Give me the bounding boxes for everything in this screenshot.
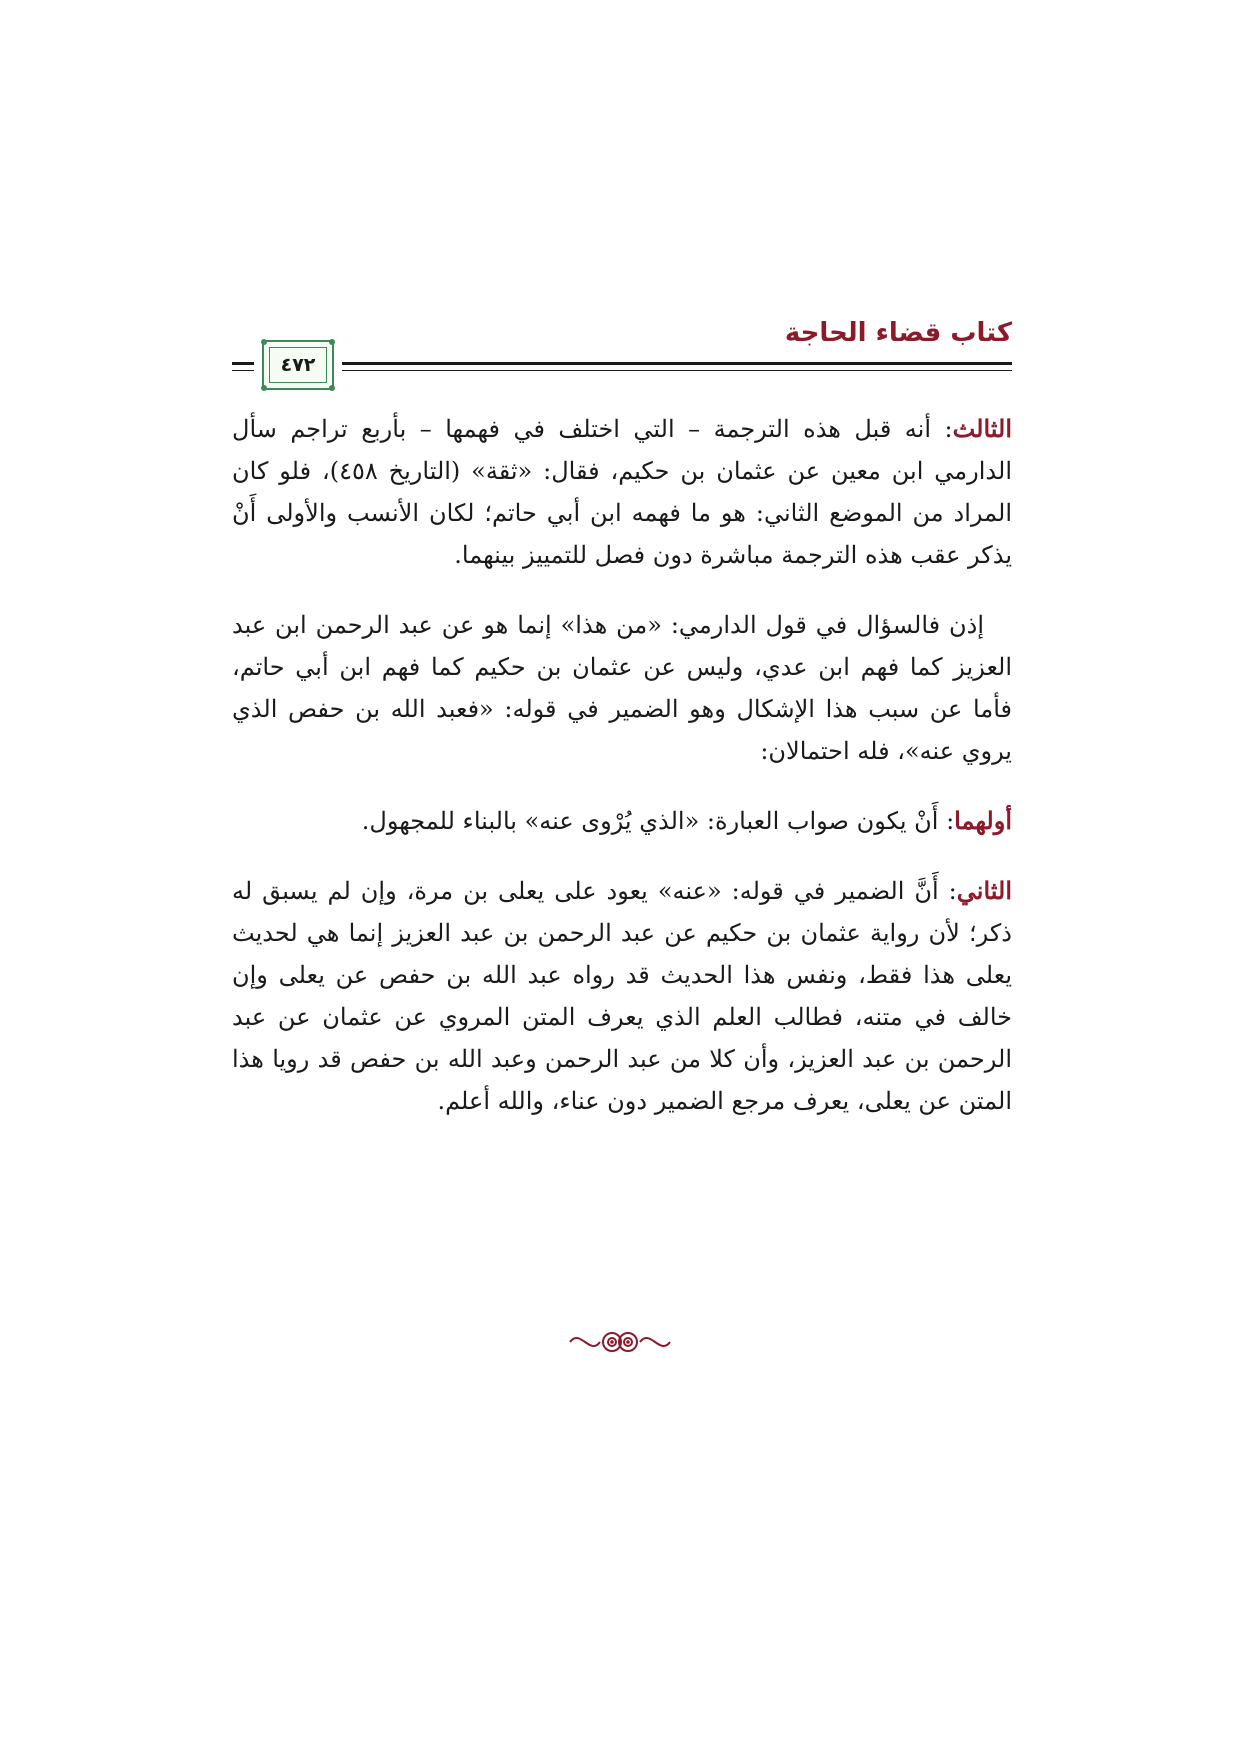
floral-ornament-icon: [560, 1322, 680, 1362]
ornate-frame-icon: [262, 340, 334, 390]
paragraph-label: الثالث: [952, 414, 1012, 443]
paragraph-second-possibility: [232, 870, 1012, 1122]
paragraph-text: : أنه قبل هذه الترجمة – التي اختلف في فهمها – بأربع تراجم سأل الدارمي ابن معين عن عثمان بن حكيم، فقال: «ثقة» (التاريخ ٤٥٨)، فلو كان المراد من الموضع الثاني: هو ما فهمه ابن أبي حاتم؛ لكان الأنسب والأولى أَنْ يذكر عقب هذه الترجمة مباشرة دون فصل للتمييز بينهما.: [232, 415, 1012, 569]
paragraph-conclusion: [232, 604, 1012, 772]
book-title: كتاب قضاء الحاجة: [784, 318, 1012, 348]
header-rule-thick: [342, 362, 1012, 365]
paragraph-label: أولهما: [954, 806, 1012, 835]
page-number: ٤٧٢: [280, 354, 316, 376]
paragraph-text: إذن فالسؤال في قول الدارمي: «من هذا» إنما هو عن عبد الرحمن ابن عبد العزيز كما فهم ابن عدي، وليس عن عثمان بن حكيم كما فهم ابن أبي حاتم، فأما عن سبب هذا الإشكال وهو الضمير في قوله: «فعبد الله بن حفص الذي يروي عنه»، فله احتمالان:: [232, 611, 1013, 765]
paragraph-label: الثاني: [956, 876, 1012, 905]
header-rule-thin: [342, 370, 1012, 371]
header-rule-left-thin: [232, 370, 254, 371]
paragraph-first-possibility: [232, 800, 1012, 842]
paragraph-third-point: [232, 408, 1012, 576]
page-body: [232, 408, 1012, 1150]
paragraph-text: : أَنَّ الضمير في قوله: «عنه» يعود على يعلى بن مرة، وإن لم يسبق له ذكر؛ لأن رواية عثمان بن حكيم عن عبد الرحمن بن عبد العزيز إنما هي لحديث يعلى هذا فقط، ونفس هذا الحديث قد رواه عبد الله بن حفص عن يعلى وإن خالف في متنه، فطالب العلم الذي يعرف المتن المروي عن عثمان عن عبد الرحمن بن عبد العزيز، وأن كلا من عبد الرحمن وعبد الله بن حفص قد رويا هذا المتن عن يعلى، يعرف مرجع الضمير دون عناء، والله أعلم.: [232, 877, 1012, 1115]
header-rule-left-thick: [232, 362, 254, 365]
page-header: [232, 318, 1012, 390]
paragraph-text: : أَنْ يكون صواب العبارة: «الذي يُرْوى عنه» بالبناء للمجهول.: [361, 807, 955, 835]
